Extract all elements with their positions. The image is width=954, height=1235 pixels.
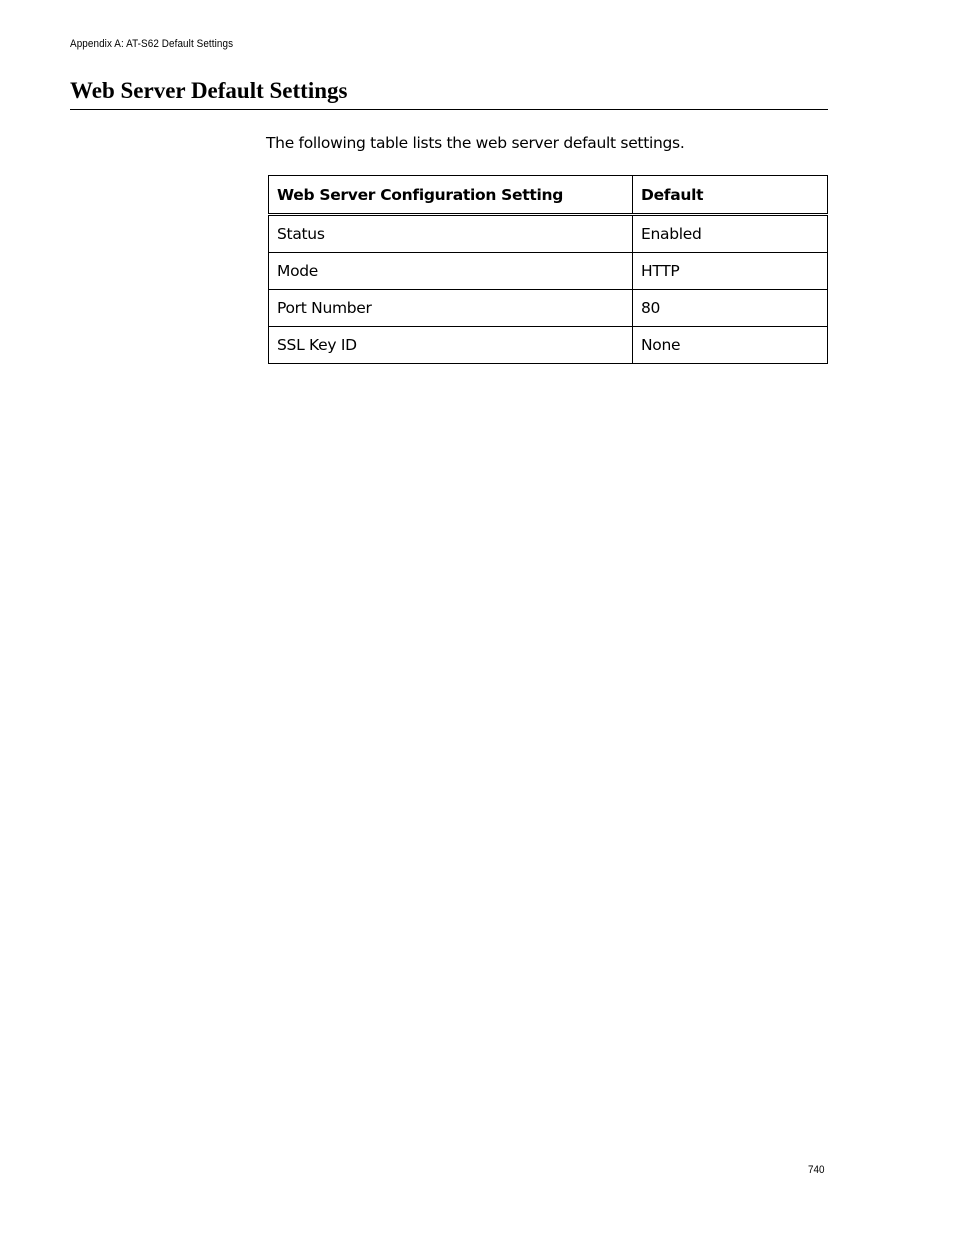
- default-cell: None: [633, 327, 828, 364]
- page-number: 740: [808, 1164, 825, 1176]
- setting-cell: Status: [269, 215, 633, 253]
- section-title: Web Server Default Settings: [70, 76, 828, 110]
- column-header-setting: Web Server Configuration Setting: [269, 176, 633, 215]
- table-row: [269, 253, 828, 290]
- table-header-row: [269, 176, 828, 215]
- table-row: [269, 215, 828, 253]
- setting-cell: SSL Key ID: [269, 327, 633, 364]
- column-header-default: Default: [633, 176, 828, 215]
- table-row: [269, 327, 828, 364]
- setting-cell: Mode: [269, 253, 633, 290]
- running-header: Appendix A: AT-S62 Default Settings: [70, 38, 234, 50]
- default-cell: Enabled: [633, 215, 828, 253]
- web-server-defaults-table: [268, 175, 828, 364]
- default-cell: 80: [633, 290, 828, 327]
- setting-cell: Port Number: [269, 290, 633, 327]
- table-row: [269, 290, 828, 327]
- default-cell: HTTP: [633, 253, 828, 290]
- intro-paragraph: The following table lists the web server default settings.: [266, 134, 685, 152]
